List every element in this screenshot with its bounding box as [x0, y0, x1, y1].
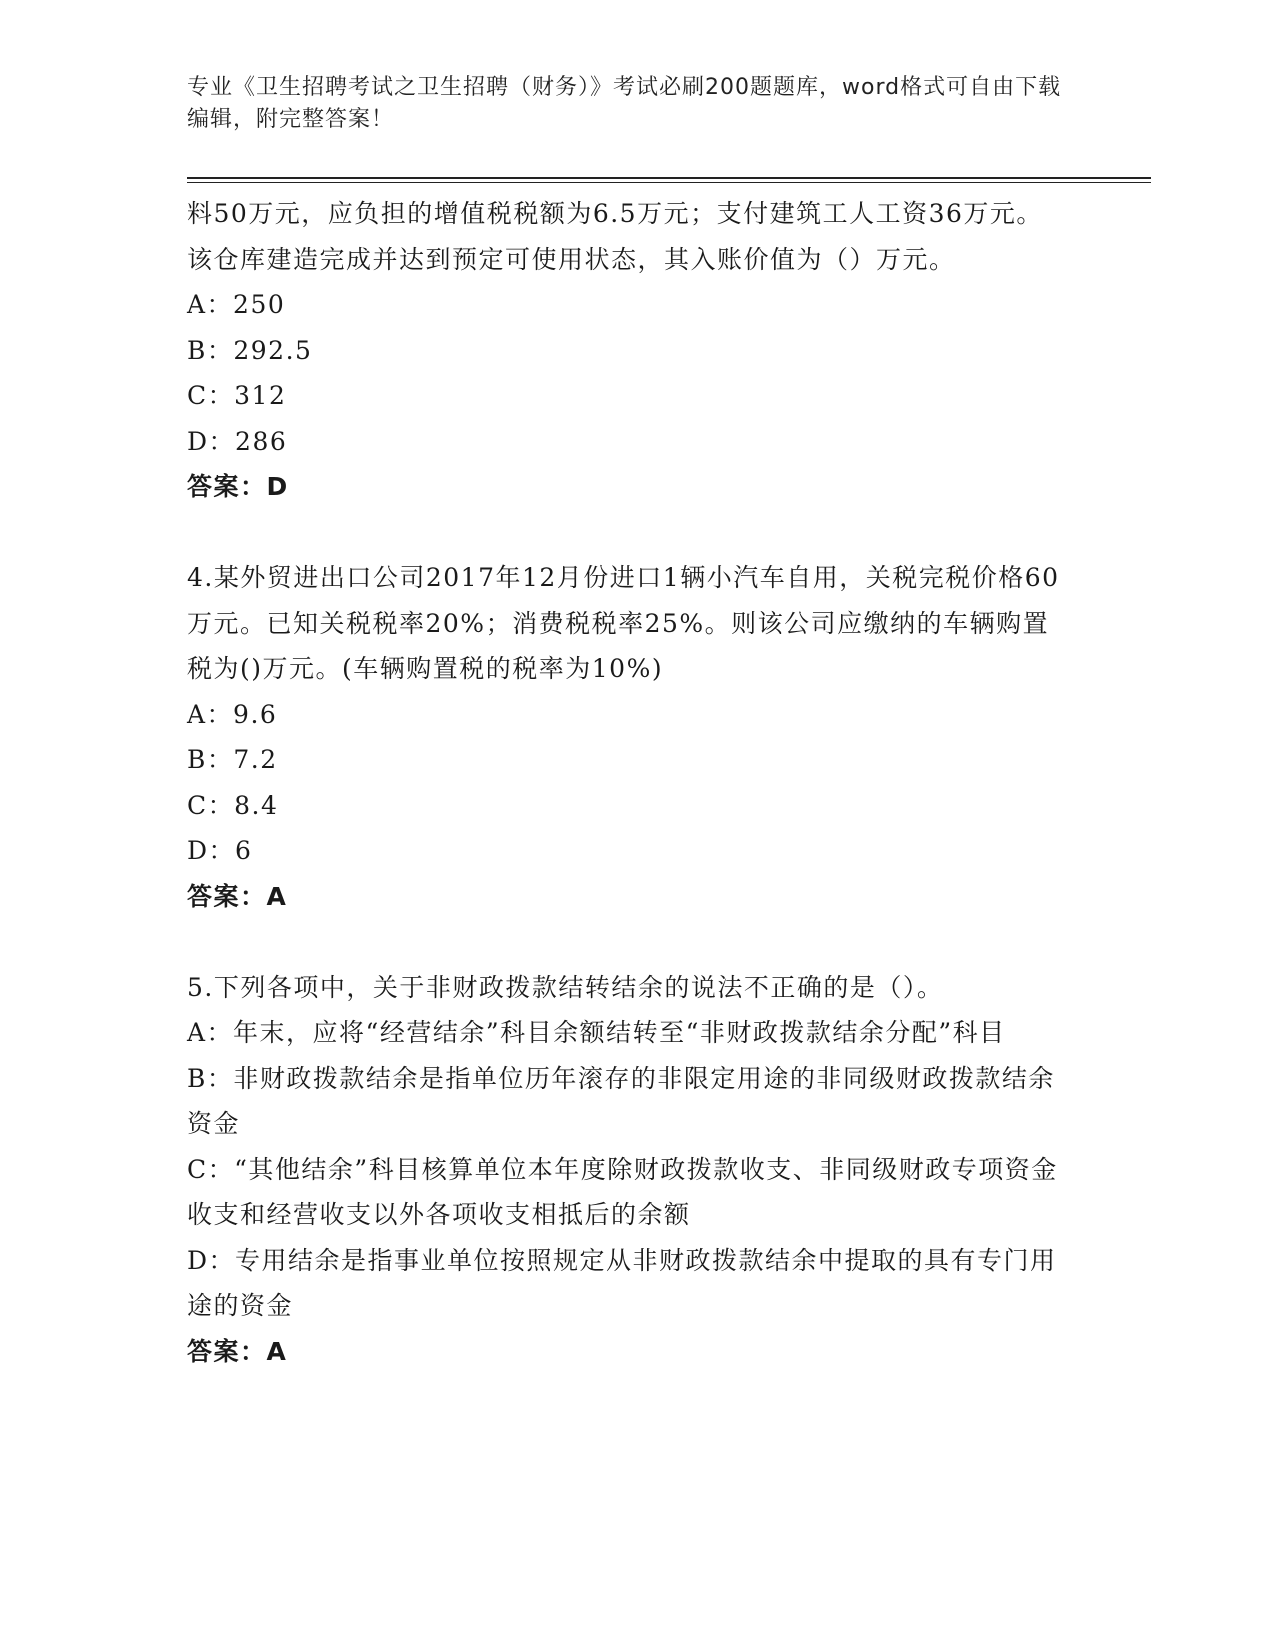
question-5-option-b: B：非财政拨款结余是指单位历年滚存的非限定用途的非同级财政拨款结余资金 — [187, 1063, 1055, 1138]
question-5 — [187, 965, 1067, 1375]
question-4-option-c: C：8.4 — [187, 790, 279, 820]
question-spacer — [187, 919, 1067, 965]
question-4-text: 4.某外贸进出口公司2017年12月份进口1辆小汽车自用，关税完税价格60万元。已知关税税率20%；消费税税率25%。则该公司应缴纳的车辆购置税为()万元。(车辆购置税的税率为10%) — [187, 563, 1060, 683]
question-3-option-a: A：250 — [187, 290, 286, 319]
question-4-option-d: D：6 — [187, 836, 253, 865]
question-content — [187, 191, 1067, 1374]
question-4-option-a: A：9.6 — [187, 699, 278, 729]
question-4-answer: 答案：A — [187, 881, 288, 911]
question-3-option-d: D：286 — [187, 426, 288, 456]
question-5-answer: 答案：A — [187, 1336, 288, 1366]
question-3-option-b: B：292.5 — [187, 335, 313, 365]
question-5-option-d: D：专用结余是指事业单位按照规定从非财政拨款结余中提取的具有专门用途的资金 — [187, 1245, 1057, 1320]
question-3-answer: 答案：D — [187, 472, 289, 501]
header-divider-thick — [187, 177, 1151, 179]
question-5-text: 5.下列各项中，关于非财政拨款结转结余的说法不正确的是（）。 — [187, 972, 944, 1002]
question-5-option-a: A：年末，应将“经营结余”科目余额结转至“非财政拨款结余分配”科目 — [187, 1018, 1006, 1047]
question-spacer — [187, 510, 1067, 556]
question-4 — [187, 555, 1067, 919]
question-3 — [187, 191, 1067, 510]
question-3-text: 料50万元，应负担的增值税税额为6.5万元；支付建筑工人工资36万元。该仓库建造完成并达到预定可使用状态，其入账价值为（）万元。 — [187, 199, 1043, 274]
question-5-option-c: C：“其他结余”科目核算单位本年度除财政拨款收支、非同级财政专项资金收支和经营收支以外各项收支相抵后的余额 — [187, 1154, 1058, 1229]
question-3-option-c: C：312 — [187, 381, 287, 410]
header-divider-thin — [187, 182, 1151, 183]
document-header: 专业《卫生招聘考试之卫生招聘（财务）》考试必刷200题题库，word格式可自由下载编辑，附完整答案！ — [187, 75, 1062, 132]
question-4-option-b: B：7.2 — [187, 745, 278, 774]
